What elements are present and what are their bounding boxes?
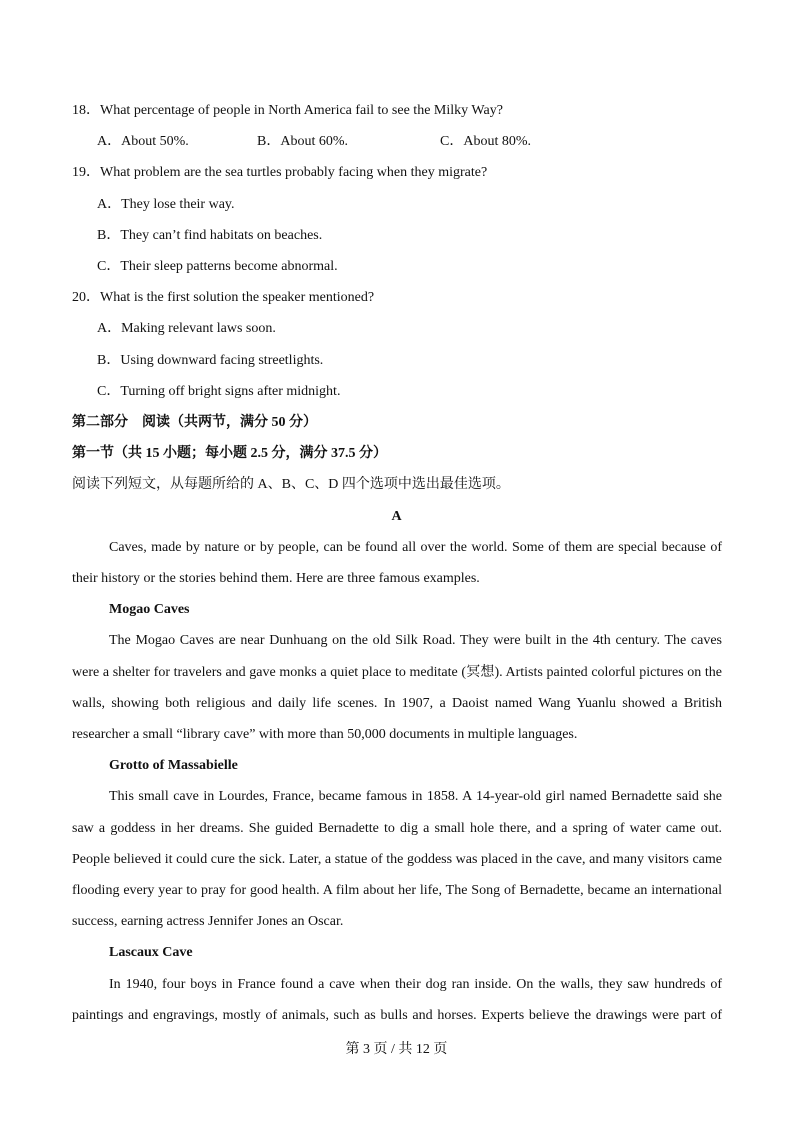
- passage-line: People believed it could cure the sick. Later, a statue of the goddess was placed in the cave, and many visitors came: [72, 852, 722, 867]
- question-19-stem: 19．What problem are the sea turtles probably facing when they migrate?: [72, 165, 488, 180]
- instruction: 阅读下列短文，从每题所给的 A、B、C、D 四个选项中选出最佳选项。: [72, 477, 510, 492]
- section-title-lascaux: Lascaux Cave: [109, 945, 193, 960]
- passage-line: The Mogao Caves are near Dunhuang on the old Silk Road. They were built in the 4th century. The caves: [109, 633, 722, 648]
- question-18-option-b: B．About 60%.: [257, 134, 348, 149]
- question-20-option-c: C．Turning off bright signs after midnight.: [97, 384, 341, 399]
- question-20-option-b: B．Using downward facing streetlights.: [97, 353, 324, 368]
- question-19-option-a: A．They lose their way.: [97, 197, 235, 212]
- passage-line: success, earning actress Jennifer Jones an Oscar.: [72, 914, 344, 929]
- section-heading: 第一节（共 15 小题；每小题 2.5 分，满分 37.5 分）: [72, 446, 387, 461]
- question-20-option-a: A．Making relevant laws soon.: [97, 321, 276, 336]
- passage-label: A: [391, 509, 402, 524]
- passage-line: In 1940, four boys in France found a cave when their dog ran inside. On the walls, they saw hundreds of: [109, 977, 722, 992]
- part-heading: 第二部分 阅读（共两节，满分 50 分）: [72, 415, 317, 430]
- passage-line: flooding every year to pray for good health. A film about her life, The Song of Bernadette, became an international: [72, 883, 722, 898]
- question-18-option-c: C．About 80%.: [440, 134, 531, 149]
- question-18-option-a: A．About 50%.: [97, 134, 189, 149]
- question-20-stem: 20．What is the first solution the speaker mentioned?: [72, 290, 375, 305]
- page-footer: 第 3 页 / 共 12 页: [345, 1042, 448, 1057]
- question-19-option-b: B．They can’t find habitats on beaches.: [97, 228, 323, 243]
- question-19-option-c: C．Their sleep patterns become abnormal.: [97, 259, 338, 274]
- passage-line: Caves, made by nature or by people, can be found all over the world. Some of them are special because of: [109, 540, 722, 555]
- passage-line: their history or the stories behind them. Here are three famous examples.: [72, 571, 480, 586]
- passage-line: walls, showing both religious and daily life scenes. In 1907, a Daoist named Wang Yuanlu showed a British: [72, 696, 722, 711]
- passage-line: were a shelter for travelers and gave monks a quiet place to meditate (冥想). Artists painted colorful pictures on the: [72, 665, 722, 680]
- passage-line: paintings and engravings, mostly of animals, such as bulls and horses. Experts believe the drawings were part of: [72, 1008, 722, 1023]
- passage-line: researcher a small “library cave” with more than 50,000 documents in multiple languages.: [72, 727, 578, 742]
- passage-line: This small cave in Lourdes, France, became famous in 1858. A 14-year-old girl named Bernadette said she: [109, 789, 722, 804]
- passage-line: saw a goddess in her dreams. She guided Bernadette to dig a small hole there, and a spring of water came out.: [72, 821, 722, 836]
- question-18-stem: 18．What percentage of people in North America fail to see the Milky Way?: [72, 103, 503, 118]
- section-title-grotto: Grotto of Massabielle: [109, 758, 238, 773]
- section-title-mogao: Mogao Caves: [109, 602, 190, 617]
